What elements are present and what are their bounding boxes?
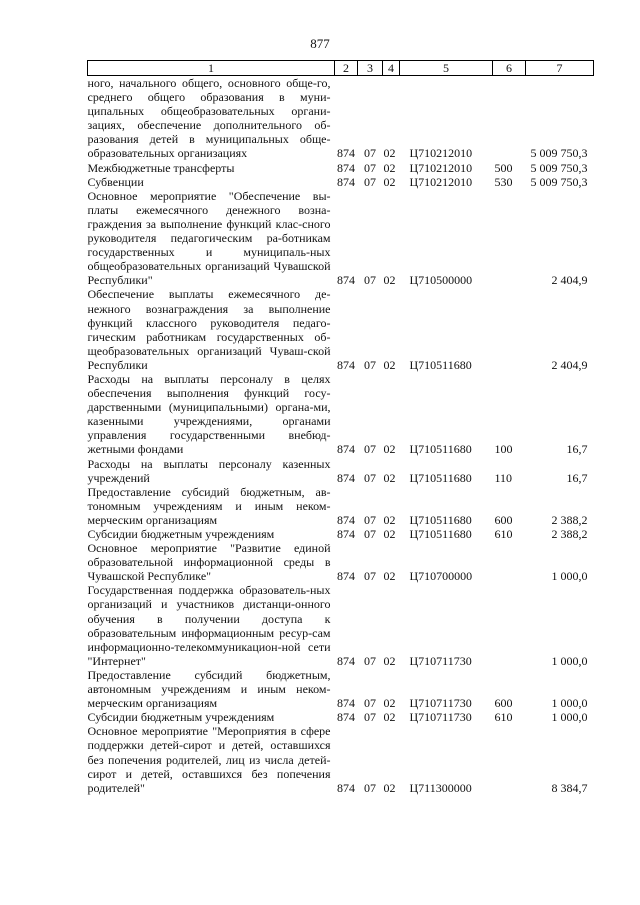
row-amount: 1 000,0	[551, 696, 588, 711]
row-target-article: Ц710500000	[409, 273, 473, 288]
row-code-section: 07	[364, 470, 376, 485]
row-code-section: 07	[364, 160, 376, 175]
row-code-subsection: 02	[383, 273, 396, 288]
row-code-ministry: 874	[337, 653, 355, 668]
table-row	[88, 287, 594, 372]
row-code-ministry: 874	[337, 512, 355, 527]
row-code-section: 07	[364, 273, 376, 288]
table-row	[88, 189, 594, 288]
row-code-ministry: 874	[337, 527, 355, 541]
table-row	[88, 457, 594, 485]
row-description: Межбюджетные трансферты	[87, 160, 235, 175]
row-expense-type	[493, 189, 526, 288]
row-target-article: Ц710511680	[409, 442, 472, 457]
row-expense-type: 610	[494, 710, 513, 725]
row-expense-type: 610	[494, 527, 513, 541]
row-description: ного, начального общего, основного обще-го, среднего общего образования в муни-ципальных общеобразовательных органи-зациях, обеспечение дополнительного об-разования детей в муниципальных обще-образовательных организациях	[87, 76, 331, 161]
row-code-subsection: 02	[383, 174, 396, 189]
column-header-1: 1	[88, 61, 335, 76]
row-expense-type	[493, 583, 526, 668]
row-description: Основное мероприятие "Развитие единой образовательной информационной среды в Чувашской Республике"	[87, 541, 331, 584]
column-header-7: 7	[526, 61, 594, 76]
row-expense-type	[493, 76, 526, 161]
row-code-section: 07	[364, 569, 376, 584]
row-expense-type: 530	[494, 174, 513, 189]
row-code-subsection: 02	[383, 512, 396, 527]
row-code-subsection: 02	[383, 146, 396, 161]
row-target-article: Ц710711730	[409, 696, 472, 711]
row-code-ministry: 874	[337, 569, 355, 584]
row-code-ministry: 874	[337, 160, 355, 175]
table-body	[88, 76, 594, 795]
row-code-subsection: 02	[383, 442, 396, 457]
row-expense-type: 600	[494, 696, 513, 711]
row-amount: 8 384,7	[551, 780, 588, 795]
row-description: Субсидии бюджетным учреждениям	[87, 527, 275, 541]
table-row	[88, 724, 594, 794]
row-expense-type: 600	[494, 512, 513, 527]
row-code-subsection: 02	[383, 653, 396, 668]
row-code-subsection: 02	[383, 160, 396, 175]
row-expense-type	[493, 724, 526, 794]
row-expense-type: 100	[494, 442, 513, 457]
row-description: Субвенции	[87, 174, 144, 189]
row-code-section: 07	[364, 780, 376, 795]
row-description: Обеспечение выплаты ежемесячного де-нежного вознаграждения за выполнение функций классного руководителя педаго-гическим работникам государственных об-щеобразовательных организаций Чуваш-ской Республики	[87, 287, 331, 372]
row-expense-type	[493, 287, 526, 372]
row-code-ministry: 874	[337, 174, 355, 189]
row-expense-type	[493, 541, 526, 583]
row-target-article: Ц710511680	[409, 512, 472, 527]
table-row	[88, 541, 594, 583]
row-amount: 1 000,0	[551, 569, 588, 584]
row-description: Расходы на выплаты персоналу казенных учреждений	[87, 456, 331, 485]
row-code-section: 07	[364, 442, 376, 457]
budget-table	[87, 60, 594, 795]
row-code-section: 07	[364, 653, 376, 668]
row-code-section: 07	[364, 696, 376, 711]
column-header-6: 6	[493, 61, 526, 76]
table-row	[88, 76, 594, 161]
row-code-section: 07	[364, 512, 376, 527]
row-amount: 2 404,9	[551, 357, 588, 372]
row-amount: 16,7	[566, 470, 588, 485]
row-code-subsection: 02	[383, 527, 396, 541]
table-row	[88, 527, 594, 541]
row-description: Предоставление субсидий бюджетным, ав-тономным учреждениям и иным неком-мерческим организациям	[87, 484, 331, 527]
table-row	[88, 710, 594, 724]
row-target-article: Ц710511680	[409, 470, 472, 485]
row-description: Основное мероприятие "Обеспечение вы-платы ежемесячного денежного возна-граждения за выполнение функций клас-сного руководителя педагогическим ра-ботникам государственных и муниципаль-ных общеобразовательных организаций Чувашской Республики"	[87, 188, 331, 288]
page-number: 877	[310, 36, 330, 51]
row-target-article: Ц710212010	[409, 160, 473, 175]
table-row	[88, 372, 594, 457]
table-header	[88, 61, 594, 76]
row-code-ministry: 874	[337, 780, 355, 795]
row-code-section: 07	[364, 357, 376, 372]
row-description: Государственная поддержка образователь-ных организаций и участников дистанци-онного обучения в получении доступа к образовательным информационным ресур-сам информационно-телекоммуникацион-ной сети "Интернет"	[87, 583, 331, 668]
row-target-article: Ц710212010	[409, 146, 473, 161]
row-amount: 2 388,2	[551, 512, 588, 527]
row-amount: 1 000,0	[551, 710, 588, 725]
row-target-article: Ц710711730	[409, 653, 472, 668]
row-description: Основное мероприятие "Мероприятия в сфере поддержки детей-сирот и детей, оставшихся без попечения родителей, лиц из числа детей-сирот и детей, оставшихся без попечения родителей"	[87, 724, 331, 795]
table-row	[88, 668, 594, 710]
row-code-ministry: 874	[337, 470, 355, 485]
row-target-article: Ц710511680	[409, 527, 472, 541]
row-description: Расходы на выплаты персоналу в целях обеспечения выполнения функций госу-дарственными (муниципальными) органа-ми, казенными учреждениями, органами управления государственными внебюд-жетными фондами	[87, 371, 331, 457]
column-header-5: 5	[400, 61, 493, 76]
row-code-subsection: 02	[383, 357, 396, 372]
column-header-4: 4	[383, 61, 400, 76]
row-code-ministry: 874	[337, 146, 355, 161]
row-code-subsection: 02	[383, 780, 396, 795]
row-code-section: 07	[364, 146, 376, 161]
row-code-subsection: 02	[383, 710, 396, 725]
column-header-3: 3	[358, 61, 383, 76]
table-row	[88, 583, 594, 668]
row-target-article: Ц710700000	[409, 569, 473, 584]
row-expense-type: 500	[494, 160, 513, 175]
row-description: Предоставление субсидий бюджетным, автономным учреждениям и иным неком-мерческим организациям	[87, 667, 331, 711]
table-row	[88, 161, 594, 175]
row-description: Субсидии бюджетным учреждениям	[87, 710, 275, 725]
row-code-section: 07	[364, 710, 376, 725]
row-amount: 2 404,9	[551, 273, 588, 288]
row-amount: 1 000,0	[551, 653, 588, 668]
row-code-ministry: 874	[337, 442, 355, 457]
row-amount: 5 009 750,3	[530, 160, 588, 175]
table-row	[88, 175, 594, 189]
row-target-article: Ц710711730	[409, 710, 472, 725]
row-code-subsection: 02	[383, 696, 396, 711]
row-code-section: 07	[364, 174, 376, 189]
row-code-ministry: 874	[337, 710, 355, 725]
row-amount: 2 388,2	[551, 527, 588, 541]
row-amount: 5 009 750,3	[530, 174, 588, 189]
column-header-2: 2	[335, 61, 358, 76]
table-row	[88, 485, 594, 527]
header-row	[88, 61, 594, 76]
row-amount: 16,7	[566, 442, 588, 457]
row-code-section: 07	[364, 527, 376, 541]
row-code-ministry: 874	[337, 357, 355, 372]
row-code-subsection: 02	[383, 470, 396, 485]
row-target-article: Ц710212010	[409, 174, 473, 189]
row-amount: 5 009 750,3	[530, 146, 588, 161]
row-target-article: Ц711300000	[409, 780, 472, 795]
row-target-article: Ц710511680	[409, 357, 472, 372]
row-code-ministry: 874	[337, 273, 355, 288]
row-code-subsection: 02	[383, 569, 396, 584]
row-code-ministry: 874	[337, 696, 355, 711]
row-expense-type: 110	[494, 470, 513, 485]
